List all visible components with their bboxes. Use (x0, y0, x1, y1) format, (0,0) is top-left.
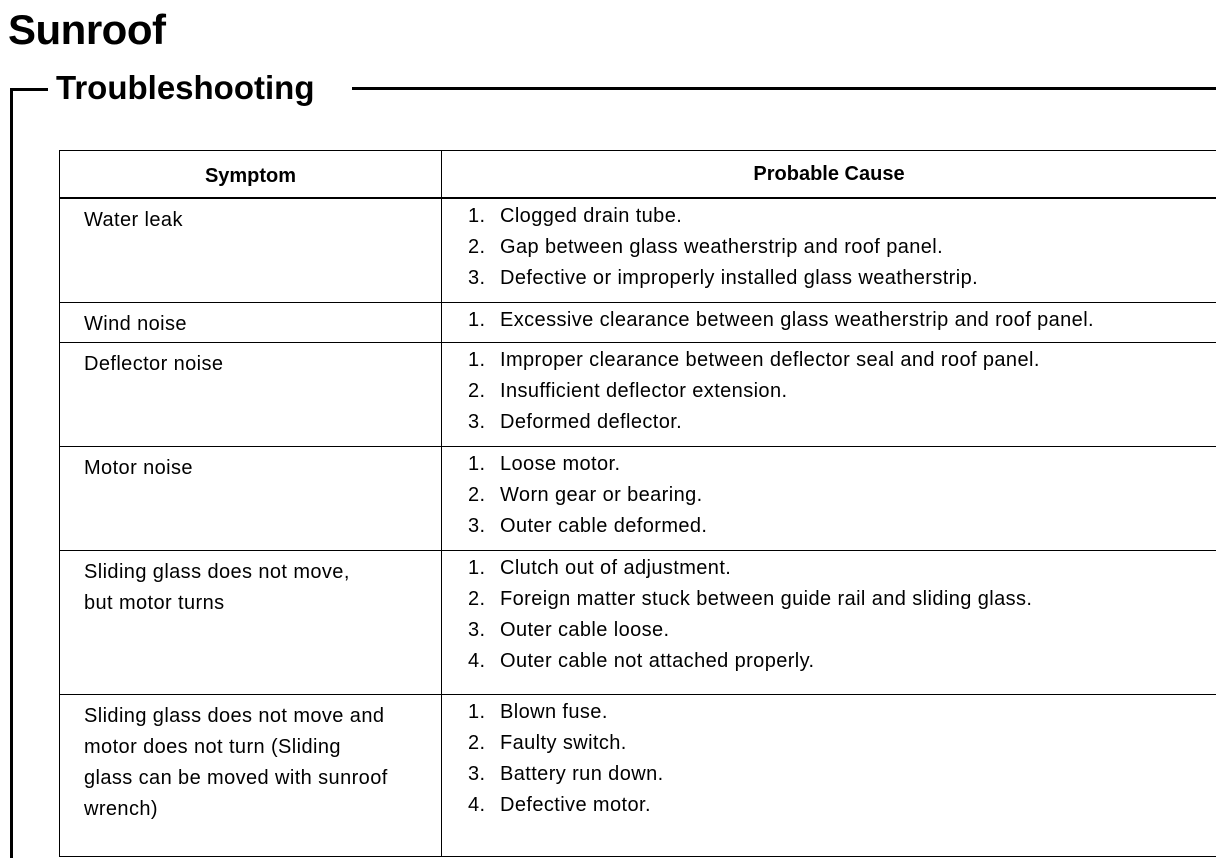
cause-number: 1. (468, 205, 486, 227)
cause-number: 2. (468, 380, 486, 402)
cause-list (468, 345, 1216, 438)
cause-number: 3. (468, 411, 486, 433)
cause-text: Foreign matter stuck between guide rail and sliding glass. (500, 588, 1033, 610)
cause-list (468, 697, 1216, 821)
cause-number: 2. (468, 732, 486, 754)
cause-text: Outer cable loose. (500, 619, 670, 641)
header-probable-cause: Probable Cause (753, 162, 905, 185)
cause-number: 3. (468, 267, 486, 289)
cause-number: 1. (468, 349, 486, 371)
cause-text: Worn gear or bearing. (500, 484, 703, 506)
symptom-text: Sliding glass does not move, but motor turns (84, 561, 350, 614)
table-row (59, 303, 1216, 343)
table-header-row (59, 151, 1216, 199)
cause-number: 1. (468, 701, 486, 723)
section-corner-line (10, 88, 48, 91)
symptom-cell (59, 551, 442, 694)
table-row (59, 551, 1216, 695)
cause-item (468, 615, 1216, 646)
cause-item (468, 345, 1216, 376)
cause-item (468, 728, 1216, 759)
cause-cell (442, 447, 1216, 550)
cause-number: 4. (468, 794, 486, 816)
symptom-text: Wind noise (84, 313, 187, 335)
cause-cell (442, 199, 1216, 302)
cause-item (468, 263, 1216, 294)
symptom-text: Deflector noise (84, 353, 224, 375)
symptom-cell (59, 199, 442, 302)
cause-item (468, 449, 1216, 480)
cause-list (468, 449, 1216, 542)
cause-number: 1. (468, 557, 486, 579)
header-symptom: Symptom (59, 151, 442, 197)
symptom-text: Sliding glass does not move and motor does not turn (Sliding glass can be moved with sunroof wrench) (84, 705, 388, 820)
cause-text: Improper clearance between deflector seal and roof panel. (500, 349, 1040, 371)
cause-text: Blown fuse. (500, 701, 608, 723)
table-row (59, 343, 1216, 447)
cause-cell (442, 343, 1216, 446)
cause-text: Loose motor. (500, 453, 621, 475)
cause-item (468, 511, 1216, 542)
cause-text: Outer cable not attached properly. (500, 650, 815, 672)
cause-item (468, 407, 1216, 438)
table-row (59, 695, 1216, 857)
cause-item (468, 759, 1216, 790)
cause-list (468, 553, 1216, 677)
cause-number: 3. (468, 763, 486, 785)
cause-number: 3. (468, 515, 486, 537)
cause-cell (442, 303, 1216, 342)
cause-text: Gap between glass weatherstrip and roof panel. (500, 236, 944, 258)
cause-item (468, 584, 1216, 615)
section-top-rule (352, 87, 1216, 90)
cause-list (468, 305, 1216, 336)
cause-text: Clogged drain tube. (500, 205, 683, 227)
page-title: Sunroof (8, 6, 166, 53)
symptom-text: Water leak (84, 209, 183, 231)
symptom-cell (59, 695, 442, 856)
cause-item (468, 480, 1216, 511)
cause-text: Insufficient deflector extension. (500, 380, 788, 402)
cause-text: Defective motor. (500, 794, 651, 816)
section-left-rule (10, 88, 13, 858)
cause-text: Clutch out of adjustment. (500, 557, 732, 579)
symptom-text: Motor noise (84, 457, 193, 479)
cause-text: Outer cable deformed. (500, 515, 708, 537)
cause-number: 2. (468, 484, 486, 506)
cause-number: 2. (468, 588, 486, 610)
cause-item (468, 376, 1216, 407)
cause-item (468, 553, 1216, 584)
cause-number: 1. (468, 309, 486, 331)
table-body (59, 199, 1216, 857)
cause-text: Defective or improperly installed glass weatherstrip. (500, 267, 979, 289)
cause-number: 1. (468, 453, 486, 475)
symptom-cell (59, 343, 442, 446)
cause-item (468, 790, 1216, 821)
cause-item (468, 646, 1216, 677)
section-title: Troubleshooting (56, 69, 315, 106)
cause-number: 3. (468, 619, 486, 641)
cause-item (468, 201, 1216, 232)
table-row (59, 447, 1216, 551)
cause-item (468, 232, 1216, 263)
section-header (10, 62, 1216, 118)
cause-cell (442, 695, 1216, 856)
symptom-cell (59, 447, 442, 550)
cause-item (468, 697, 1216, 728)
cause-number: 2. (468, 236, 486, 258)
cause-cell (442, 551, 1216, 694)
cause-text: Deformed deflector. (500, 411, 683, 433)
cause-item (468, 305, 1216, 336)
troubleshooting-table (59, 150, 1216, 857)
cause-number: 4. (468, 650, 486, 672)
cause-text: Battery run down. (500, 763, 664, 785)
cause-list (468, 201, 1216, 294)
cause-text: Faulty switch. (500, 732, 627, 754)
symptom-cell (59, 303, 442, 342)
cause-text: Excessive clearance between glass weatherstrip and roof panel. (500, 309, 1095, 331)
table-row (59, 199, 1216, 303)
